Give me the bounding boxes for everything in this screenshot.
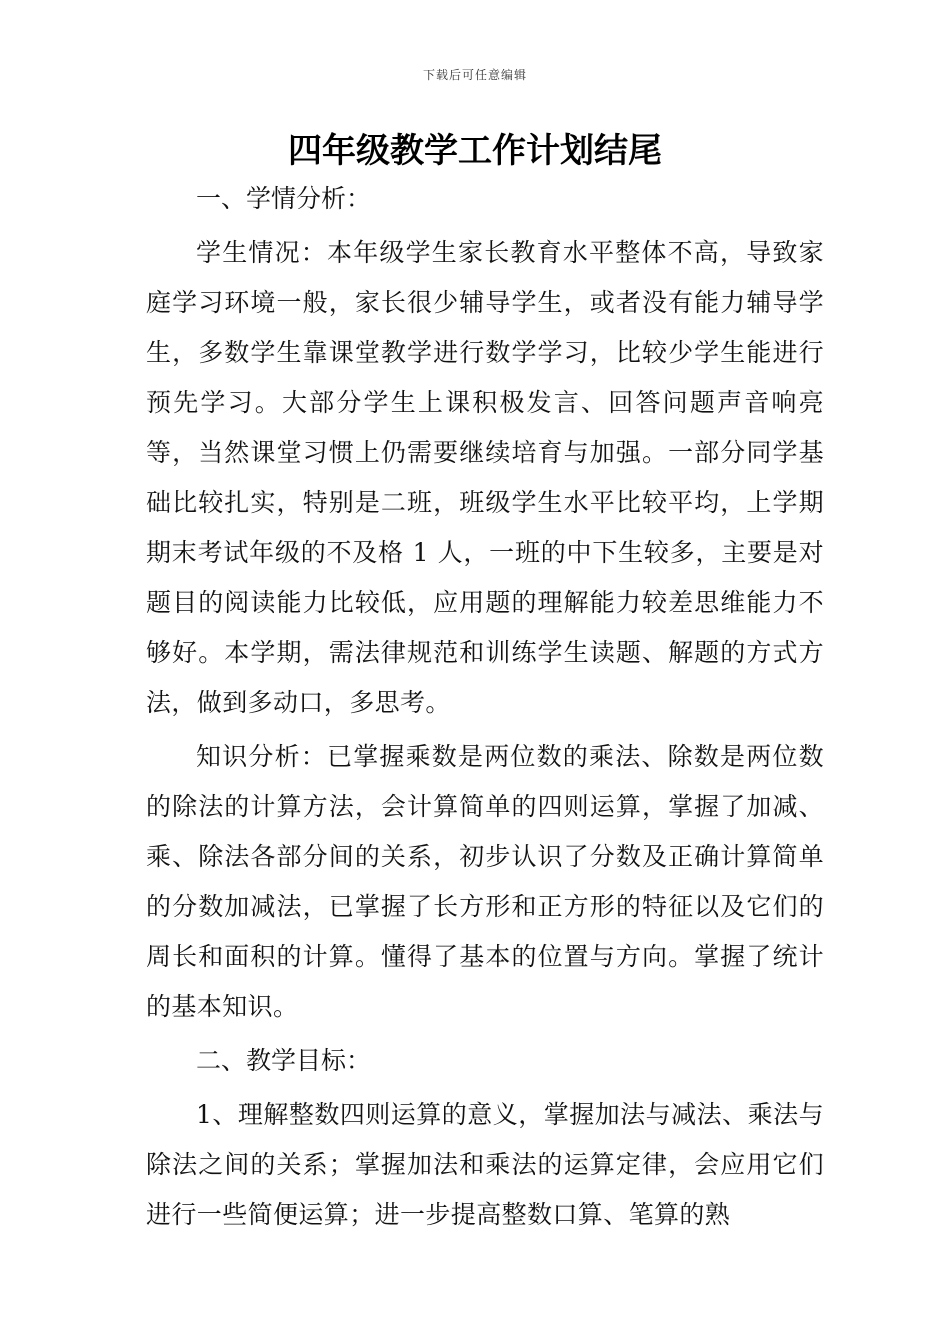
paragraph-goal-1: 1、理解整数四则运算的意义，掌握加法与减法、乘法与除法之间的关系；掌握加法和乘法的运算定律，会应用它们进行一些简便运算；进一步提高整数口算、笔算的熟 (146, 1100, 824, 1229)
section-heading-analysis: 一、学情分析： (196, 184, 372, 213)
document-body (146, 174, 824, 1240)
header-note: 下载后可任意编辑 (422, 68, 527, 82)
section-heading-goals: 二、教学目标： (196, 1046, 372, 1075)
paragraph-student-situation: 学生情况：本年级学生家长教育水平整体不高，导致家庭学习环境一般，家长很少辅导学生，或者没有能力辅导学生，多数学生靠课堂教学进行数学学习，比较少学生能进行预先学习。大部分学生上课积极发言、回答问题声音响亮等，当然课堂习惯上仍需要继续培育与加强。一部分同学基础比较扎实，特别是二班，班级学生水平比较平均，上学期期末考试年级的不及格 1 人，一班的中下生较多，主要是对题目的阅读能力比较低，应用题的理解能力较差思维能力不够好。本学期，需法律规范和训练学生读题、解题的方式方法，做到多动口，多思考。 (146, 238, 824, 717)
document-title: 四年级教学工作计划结尾 (288, 131, 662, 171)
paragraph-knowledge-analysis: 知识分析：已掌握乘数是两位数的乘法、除数是两位数的除法的计算方法，会计算简单的四则运算，掌握了加减、乘、除法各部分间的关系，初步认识了分数及正确计算简单的分数加减法，已掌握了长方形和正方形的特征以及它们的周长和面积的计算。懂得了基本的位置与方向。掌握了统计的基本知识。 (146, 742, 824, 1021)
